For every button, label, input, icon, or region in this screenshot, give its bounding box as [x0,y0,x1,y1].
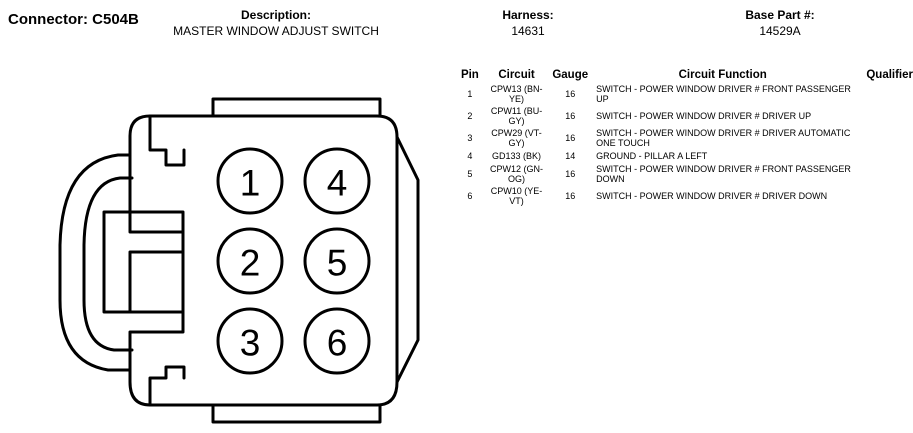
cell-circuit: CPW10 (YE-VT) [490,186,543,206]
cell-function: SWITCH - POWER WINDOW DRIVER # DRIVER AUTOMATIC ONE TOUCH [596,128,851,148]
cell-function: SWITCH - POWER WINDOW DRIVER # FRONT PASSENGER DOWN [596,164,851,184]
table-row [455,185,913,207]
base-part-value: 14529A [759,24,801,38]
connector-latch-arm-inner [84,178,132,350]
connector-top-tab [213,99,380,116]
col-header-qualifier: Qualifier [866,69,913,81]
table-row [455,105,913,127]
connector-latch-lock-body [130,212,183,312]
cell-gauge: 16 [565,111,576,121]
cell-gauge: 16 [565,133,576,143]
table-row [455,127,913,149]
harness-label: Harness: [502,8,554,22]
cell-qualifier [853,185,913,207]
pin-5-number: 5 [326,242,348,284]
cell-function: GROUND - PILLAR A LEFT [596,151,708,161]
cell-qualifier [853,83,913,105]
cell-circuit: CPW12 (GN-OG) [490,164,544,184]
cell-gauge: 16 [565,169,576,179]
table-row [455,163,913,185]
pin-2-number: 2 [239,242,261,284]
cell-function: SWITCH - POWER WINDOW DRIVER # DRIVER DOWN [596,191,828,201]
col-header-gauge: Gauge [552,69,589,81]
connector-housing [130,116,397,405]
description-label: Description: [240,8,311,22]
table-header-row [455,67,913,83]
table-row [455,149,913,163]
pin-table [455,67,913,207]
cell-pin: 5 [467,169,473,179]
connector-latch-arm [60,155,130,370]
cell-circuit: CPW11 (BU-GY) [490,106,543,126]
cell-pin: 2 [467,111,473,121]
cell-pin: 3 [467,133,473,143]
description-value: MASTER WINDOW ADJUST SWITCH [173,24,379,38]
cell-pin: 6 [467,191,473,201]
connector-right-rail [397,137,418,382]
cell-pin: 1 [467,89,473,99]
connector-notch-bottom [150,367,184,405]
cell-circuit: CPW29 (VT-GY) [491,128,542,148]
base-part-label: Base Part #: [745,8,815,22]
cell-qualifier [853,149,913,163]
table-row [455,83,913,105]
cell-qualifier [853,163,913,185]
connector-notch-top [150,116,184,165]
cell-gauge: 16 [565,191,576,201]
pin-1-number: 1 [239,162,261,204]
col-header-function: Circuit Function [678,69,767,81]
cell-gauge: 14 [565,151,576,161]
connector-bottom-tab [213,405,380,422]
cell-qualifier [853,105,913,127]
col-header-pin: Pin [460,69,479,81]
cell-gauge: 16 [565,89,576,99]
cell-circuit: CPW13 (BN-YE) [490,84,543,104]
pin-6-number: 6 [326,322,348,364]
cell-function: SWITCH - POWER WINDOW DRIVER # DRIVER UP [596,111,812,121]
harness-value: 14631 [511,24,545,38]
pin-4-number: 4 [326,162,348,204]
connector-title: Connector: C504B [8,11,139,28]
pin-3-number: 3 [239,322,261,364]
cell-circuit: GD133 (BK) [492,151,542,161]
connector-latch-lock [104,212,130,312]
cell-qualifier [853,127,913,149]
cell-function: SWITCH - POWER WINDOW DRIVER # FRONT PASSENGER UP [596,84,851,104]
cell-pin: 4 [467,151,473,161]
col-header-circuit: Circuit [498,69,535,81]
